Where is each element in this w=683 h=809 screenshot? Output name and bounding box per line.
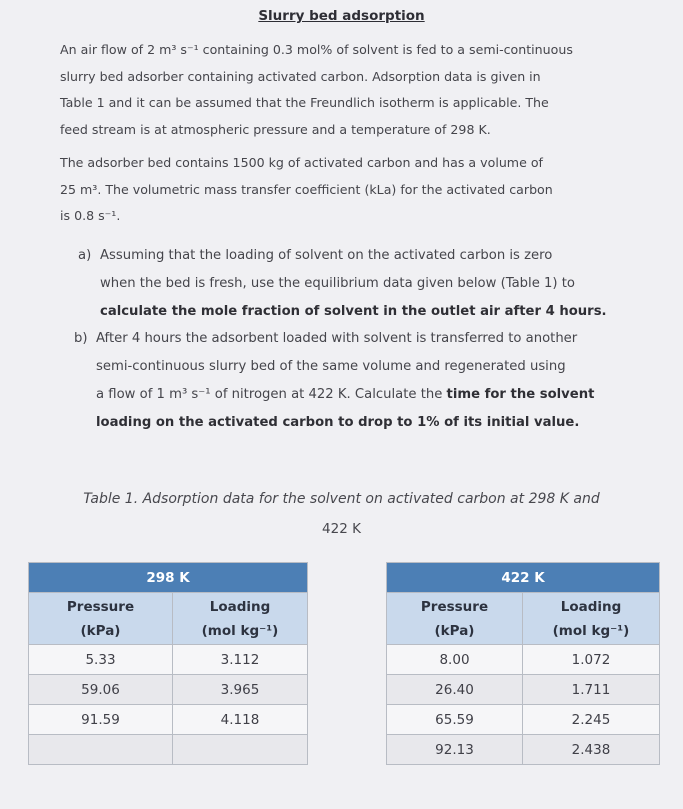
loading-cell: 1.072 [523, 645, 660, 675]
question-emphasis: loading on the activated carbon to drop to 1% of its initial value. [96, 415, 580, 430]
loading-cell: 4.118 [173, 705, 308, 735]
problem-paragraph-1 [60, 37, 645, 143]
paragraph-line: Table 1 and it can be assumed that the Freundlich isotherm is applicable. The [60, 95, 549, 110]
question-emphasis: calculate the mole fraction of solvent in the outlet air after 4 hours. [100, 304, 607, 319]
pressure-cell: 92.13 [387, 735, 523, 765]
table-title: 422 K [387, 563, 660, 593]
question-line: semi-continuous slurry bed of the same volume and regenerated using [96, 359, 566, 374]
paragraph-line: is 0.8 s⁻¹. [60, 208, 121, 223]
pressure-cell: 5.33 [29, 645, 173, 675]
problem-paragraph-2 [60, 150, 645, 230]
table-row [387, 645, 660, 675]
table-row [387, 735, 660, 765]
table-row [387, 675, 660, 705]
paragraph-line: The adsorber bed contains 1500 kg of activated carbon and has a volume of [60, 155, 543, 170]
question-line: when the bed is fresh, use the equilibrium data given below (Table 1) to [100, 276, 575, 291]
adsorption-table-298k [28, 562, 308, 765]
loading-cell: 2.438 [523, 735, 660, 765]
table-caption-continued: 422 K [322, 521, 361, 537]
table-row [29, 735, 308, 765]
table-row [387, 705, 660, 735]
loading-cell [173, 735, 308, 765]
table-caption: Table 1. Adsorption data for the solvent on activated carbon at 298 K and [83, 491, 600, 507]
loading-cell: 3.965 [173, 675, 308, 705]
column-header-pressure: Pressure (kPa) [29, 593, 173, 645]
pressure-cell: 26.40 [387, 675, 523, 705]
pressure-cell [29, 735, 173, 765]
table-row [29, 645, 308, 675]
adsorption-table-422k [386, 562, 660, 765]
table-title: 298 K [29, 563, 308, 593]
pressure-cell: 65.59 [387, 705, 523, 735]
loading-cell: 1.711 [523, 675, 660, 705]
pressure-cell: 8.00 [387, 645, 523, 675]
question-emphasis: time for the solvent [446, 387, 595, 402]
page-title: Slurry bed adsorption [258, 8, 425, 24]
question-label: a) [78, 248, 92, 263]
column-header-loading: Loading (mol kg⁻¹) [173, 593, 308, 645]
question-line: Assuming that the loading of solvent on the activated carbon is zero [100, 248, 553, 263]
table-row [29, 705, 308, 735]
pressure-cell: 91.59 [29, 705, 173, 735]
paragraph-line: feed stream is at atmospheric pressure and a temperature of 298 K. [60, 121, 491, 137]
pressure-cell: 59.06 [29, 675, 173, 705]
question-label: b) [74, 331, 88, 346]
question-line: a flow of 1 m³ s⁻¹ of nitrogen at 422 K. Calculate the [96, 387, 447, 402]
question-line: After 4 hours the adsorbent loaded with solvent is transferred to another [96, 331, 578, 346]
column-header-pressure: Pressure (kPa) [387, 593, 523, 645]
column-header-loading: Loading (mol kg⁻¹) [523, 593, 660, 645]
paragraph-line: slurry bed adsorber containing activated carbon. Adsorption data is given in [60, 68, 541, 84]
loading-cell: 3.112 [173, 645, 308, 675]
table-row [29, 675, 308, 705]
loading-cell: 2.245 [523, 705, 660, 735]
paragraph-line: An air flow of 2 m³ s⁻¹ containing 0.3 mol% of solvent is fed to a semi-continuous [60, 42, 573, 57]
paragraph-line: 25 m³. The volumetric mass transfer coefficient (kLa) for the activated carbon [60, 181, 553, 197]
